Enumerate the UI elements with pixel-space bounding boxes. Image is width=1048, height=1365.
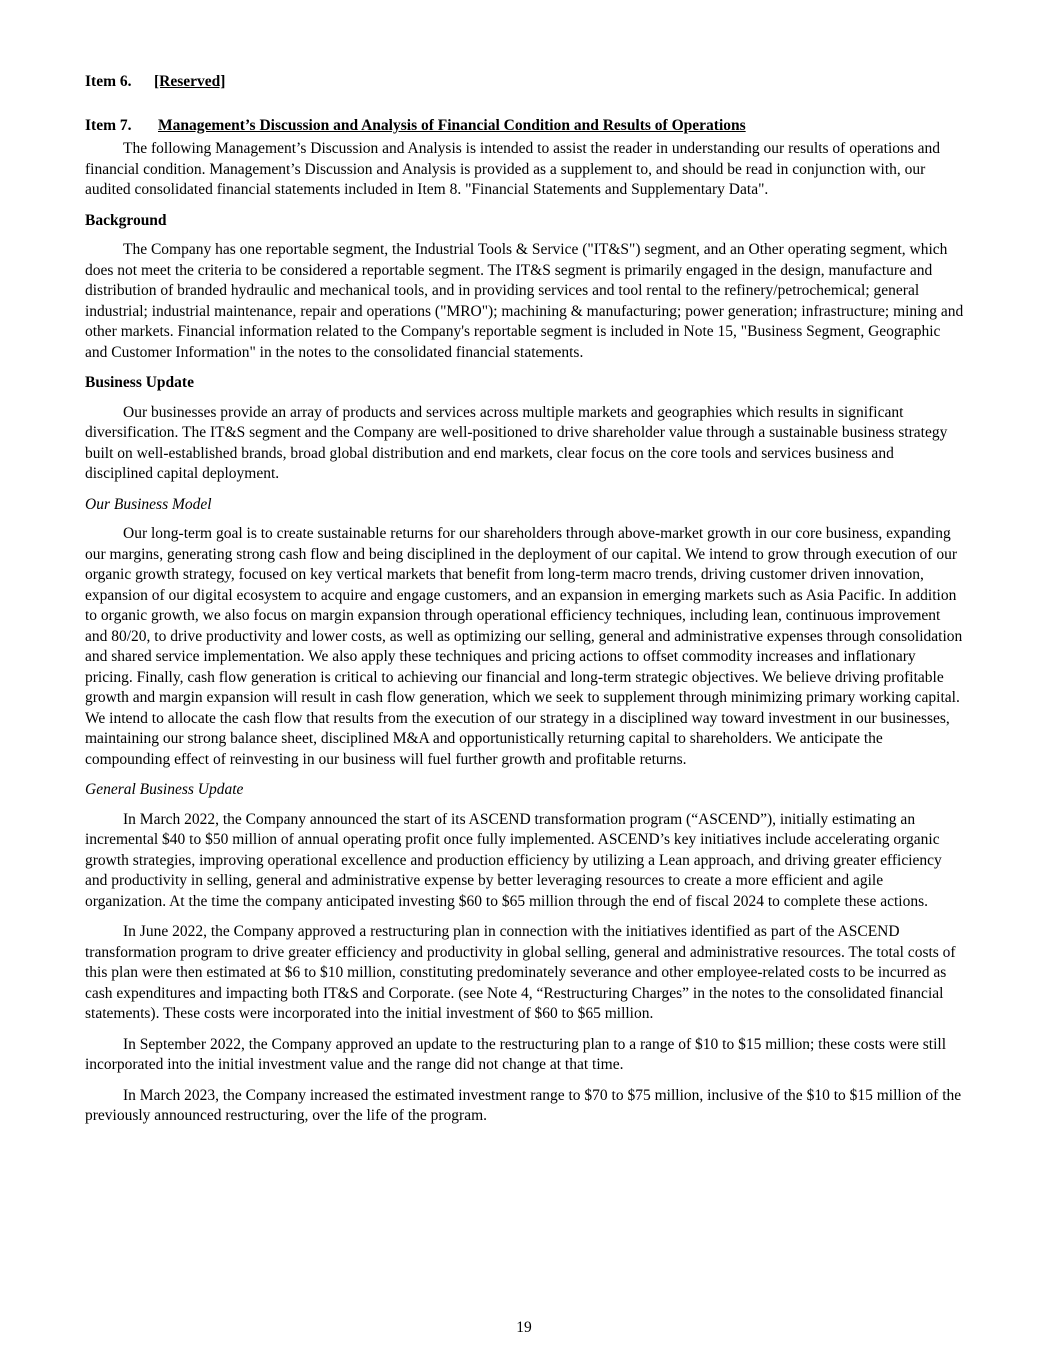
page-number: 19 <box>516 1319 532 1336</box>
ascend-announcement-paragraph: In March 2022, the Company announced the start of its ASCEND transformation program (“ASCEND”), initially estimating an incremental $40 to $50 million of annual operating profit once fully implemented. ASCEND’s key initiatives include accelerating organic growth strategies, improving operational excellence and production efficiency by utilizing a Lean approach, and driving greater efficiency and productivity in selling, general and administrative expense by better leveraging resources to create a more efficient and agile organization. At the time the company anticipated investing $60 to $65 million through the end of fiscal 2024 to complete these actions. <box>85 810 942 910</box>
business-model-paragraph: Our long-term goal is to create sustainable returns for our shareholders through above-market growth in our core business, expanding our margins, generating strong cash flow and being disciplined in the deployment of our capital. We intend to grow through execution of our organic growth strategy, focused on key vertical markets that benefit from long-term macro trends, driving customer driven innovation, expansion of our digital ecosystem to acquire and engage customers, and an expansion in emerging markets such as Asia Pacific. In addition to organic growth, we also focus on margin expansion through operational efficiency techniques, including lean, continuous improvement and 80/20, to drive productivity and lower costs, as well as optimizing our selling, general and administrative expenses through consolidation and shared service implementation. We also apply these techniques and pricing actions to offset commodity increases and inflationary pricing. Finally, cash flow generation is critical to achieving our financial and long-term strategic objectives. We believe driving profitable growth and margin expansion will result in cash flow generation, which we seek to supplement through minimizing primary working capital. We intend to allocate the cash flow that results from the execution of our strategy in a disciplined way toward investment in our businesses, maintaining our strong balance sheet, disciplined M&A and opportunistically returning capital to shareholders. We anticipate the compounding effect of reinvesting in our business will fuel further growth and profitable returns. <box>85 525 963 768</box>
item-7-number: Item 7. <box>85 116 132 134</box>
background-heading: Background <box>85 211 167 229</box>
item-6-heading <box>85 72 965 93</box>
general-business-update-heading: General Business Update <box>85 781 244 798</box>
business-update-paragraph: Our businesses provide an array of products and services across multiple markets and geographies which results in significant diversification. The IT&S segment and the Company are well-positioned to drive shareholder value through a sustainable business strategy built on well-established brands, broad global distribution and end markets, clear focus on the core tools and services business and disciplined capital deployment. <box>85 403 948 482</box>
business-update-heading: Business Update <box>85 374 194 391</box>
item-6-number: Item 6. <box>85 73 132 90</box>
investment-range-paragraph: In March 2023, the Company increased the estimated investment range to $70 to $75 million, inclusive of the $10 to $15 million of the previously announced restructuring, over the life of the program. <box>85 1086 962 1124</box>
document-page <box>85 72 965 1137</box>
business-model-heading: Our Business Model <box>85 495 212 513</box>
item-6-title: [Reserved] <box>154 73 226 90</box>
restructuring-plan-paragraph: In June 2022, the Company approved a restructuring plan in connection with the initiatives identified as part of the ASCEND transformation program to drive greater efficiency and productivity in global selling, general and administrative resources. The total costs of this plan were then estimated at $6 to $10 million, constituting predominately severance and other employee-related costs to be incurred as cash expenditures and impacting both IT&S and Corporate. (see Note 4, “Restructuring Charges” in the notes to the consolidated financial statements). These costs were incorporated into the initial investment of $60 to $65 million. <box>85 923 956 1022</box>
item-7-heading <box>85 116 965 137</box>
item-7-title: Management’s Discussion and Analysis of Financial Condition and Results of Operations <box>158 116 746 134</box>
restructuring-update-paragraph: In September 2022, the Company approved an update to the restructuring plan to a range of $10 to $15 million; these costs were still incorporated into the initial investment value and the range did not change at that time. <box>85 1035 947 1073</box>
mdna-intro-paragraph: The following Management’s Discussion and Analysis is intended to assist the reader in understanding our results of operations and financial condition. Management’s Discussion and Analysis is provided as a supplement to, and should be read in conjunction with, our audited consolidated financial statements included in Item 8. "Financial Statements and Supplementary Data". <box>85 140 941 198</box>
background-paragraph: The Company has one reportable segment, the Industrial Tools & Service ("IT&S") segment, and an Other operating segment, which does not meet the criteria to be considered a reportable segment. The IT&S segment is primarily engaged in the design, manufacture and distribution of branded hydraulic and mechanical tools, and in providing services and tool rental to the refinery/petrochemical; general industrial; industrial maintenance, repair and operations ("MRO"); machining & manufacturing; power generation; infrastructure; mining and other markets. Financial information related to the Company's reportable segment is included in Note 15, "Business Segment, Geographic and Customer Information" in the notes to the consolidated financial statements. <box>85 241 964 361</box>
